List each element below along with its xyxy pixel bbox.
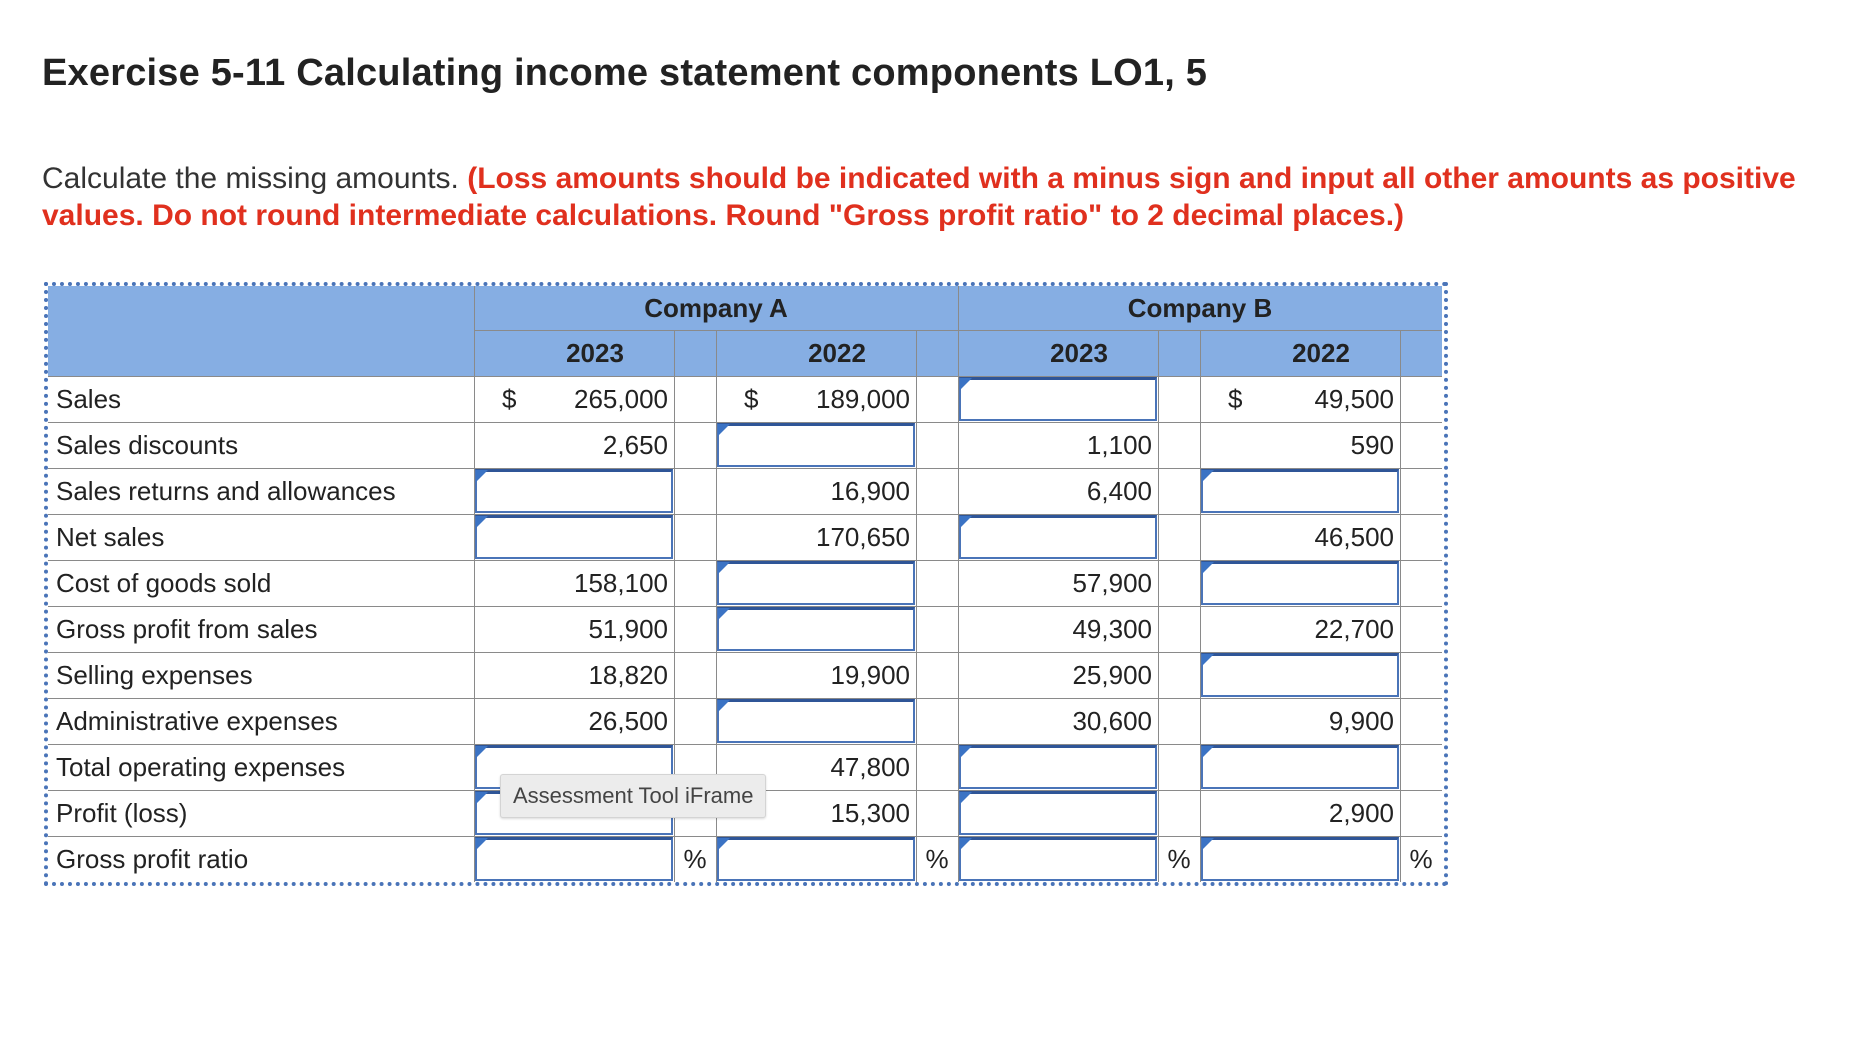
amount-value: 46,500 [1314,522,1394,552]
row-label: Sales [56,384,122,414]
amount-value: 170,650 [816,522,910,552]
amount-input[interactable] [959,745,1157,789]
amount-input[interactable] [475,515,673,559]
amount-value: 6,400 [1086,476,1152,506]
row-label: Selling expenses [56,660,253,690]
amount-input[interactable] [1201,745,1399,789]
input-marker-icon [960,792,972,804]
amount-value: 590 [1350,430,1394,460]
input-marker-icon [718,608,730,620]
grid-divider [1400,330,1401,882]
percent-symbol: % [925,844,949,874]
instructions [42,160,1832,234]
row-label: Cost of goods sold [56,568,272,598]
assessment-tool-tooltip: Assessment Tool iFrame [500,774,766,818]
input-marker-icon [1202,746,1214,758]
amount-input[interactable] [717,423,915,467]
percent-symbol: % [683,844,707,874]
year-header: 2023 [474,330,716,376]
input-marker-icon [960,516,972,528]
input-marker-icon [960,838,972,850]
amount-input[interactable] [1201,653,1399,697]
grid-divider [916,330,917,882]
input-marker-icon [476,746,488,758]
amount-input[interactable] [1201,469,1399,513]
amount-value: 158,100 [574,568,668,598]
row-label: Profit (loss) [56,798,188,828]
percent-symbol: % [1409,844,1433,874]
input-marker-icon [1202,654,1214,666]
input-marker-icon [960,378,972,390]
company-a-header: Company A [474,286,958,330]
exercise-title: Exercise 5-11 Calculating income statement components LO1, 5 [42,52,1208,94]
amount-input[interactable] [959,791,1157,835]
instructions-plain: Calculate the missing amounts. [42,162,459,195]
input-marker-icon [1202,562,1214,574]
amount-value: 16,900 [830,476,910,506]
header-blank-cell [48,286,474,376]
instructions-emphasis: (Loss amounts should be indicated with a minus sign and input all other amounts as positive values. Do not round intermediate calculations. Round "Gross profit ratio" to 2 decimal places.) [42,162,1796,232]
amount-value: 265,000 [574,384,668,414]
amount-value: 189,000 [816,384,910,414]
amount-value: 26,500 [588,706,668,736]
amount-input[interactable] [959,515,1157,559]
company-b-header: Company B [958,286,1442,330]
input-marker-icon [1202,838,1214,850]
currency-symbol: $ [502,384,517,414]
input-marker-icon [718,562,730,574]
amount-value: 22,700 [1314,614,1394,644]
percent-symbol: % [1167,844,1191,874]
input-marker-icon [1202,470,1214,482]
year-header: 2022 [716,330,958,376]
amount-value: 25,900 [1072,660,1152,690]
amount-value: 18,820 [588,660,668,690]
year-header: 2023 [958,330,1200,376]
amount-value: 51,900 [588,614,668,644]
input-marker-icon [476,516,488,528]
gross-profit-ratio-input[interactable] [1201,837,1399,881]
amount-value: 1,100 [1086,430,1152,460]
input-marker-icon [718,700,730,712]
amount-input[interactable] [717,699,915,743]
row-label: Gross profit from sales [56,614,318,644]
input-marker-icon [960,746,972,758]
gross-profit-ratio-input[interactable] [959,837,1157,881]
grid-divider [1158,330,1159,882]
row-label: Total operating expenses [56,752,346,782]
gross-profit-ratio-input[interactable] [717,837,915,881]
amount-value: 49,300 [1072,614,1152,644]
row-label: Administrative expenses [56,706,338,736]
amount-value: 30,600 [1072,706,1152,736]
amount-value: 2,900 [1328,798,1394,828]
row-label: Gross profit ratio [56,844,249,874]
input-marker-icon [476,792,488,804]
amount-input[interactable] [717,561,915,605]
year-header: 2022 [1200,330,1442,376]
row-label: Sales discounts [56,430,239,460]
currency-symbol: $ [1228,384,1243,414]
input-marker-icon [718,838,730,850]
amount-value: 19,900 [830,660,910,690]
gross-profit-ratio-input[interactable] [475,837,673,881]
currency-symbol: $ [744,384,759,414]
row-label: Sales returns and allowances [56,476,396,506]
row-label: Net sales [56,522,165,552]
amount-value: 57,900 [1072,568,1152,598]
amount-value: 15,300 [830,798,910,828]
amount-input[interactable] [959,377,1157,421]
amount-value: 49,500 [1314,384,1394,414]
amount-value: 9,900 [1328,706,1394,736]
amount-value: 47,800 [830,752,910,782]
amount-value: 2,650 [602,430,668,460]
amount-input[interactable] [475,469,673,513]
input-marker-icon [476,470,488,482]
input-marker-icon [476,838,488,850]
amount-input[interactable] [1201,561,1399,605]
input-marker-icon [718,424,730,436]
amount-input[interactable] [717,607,915,651]
